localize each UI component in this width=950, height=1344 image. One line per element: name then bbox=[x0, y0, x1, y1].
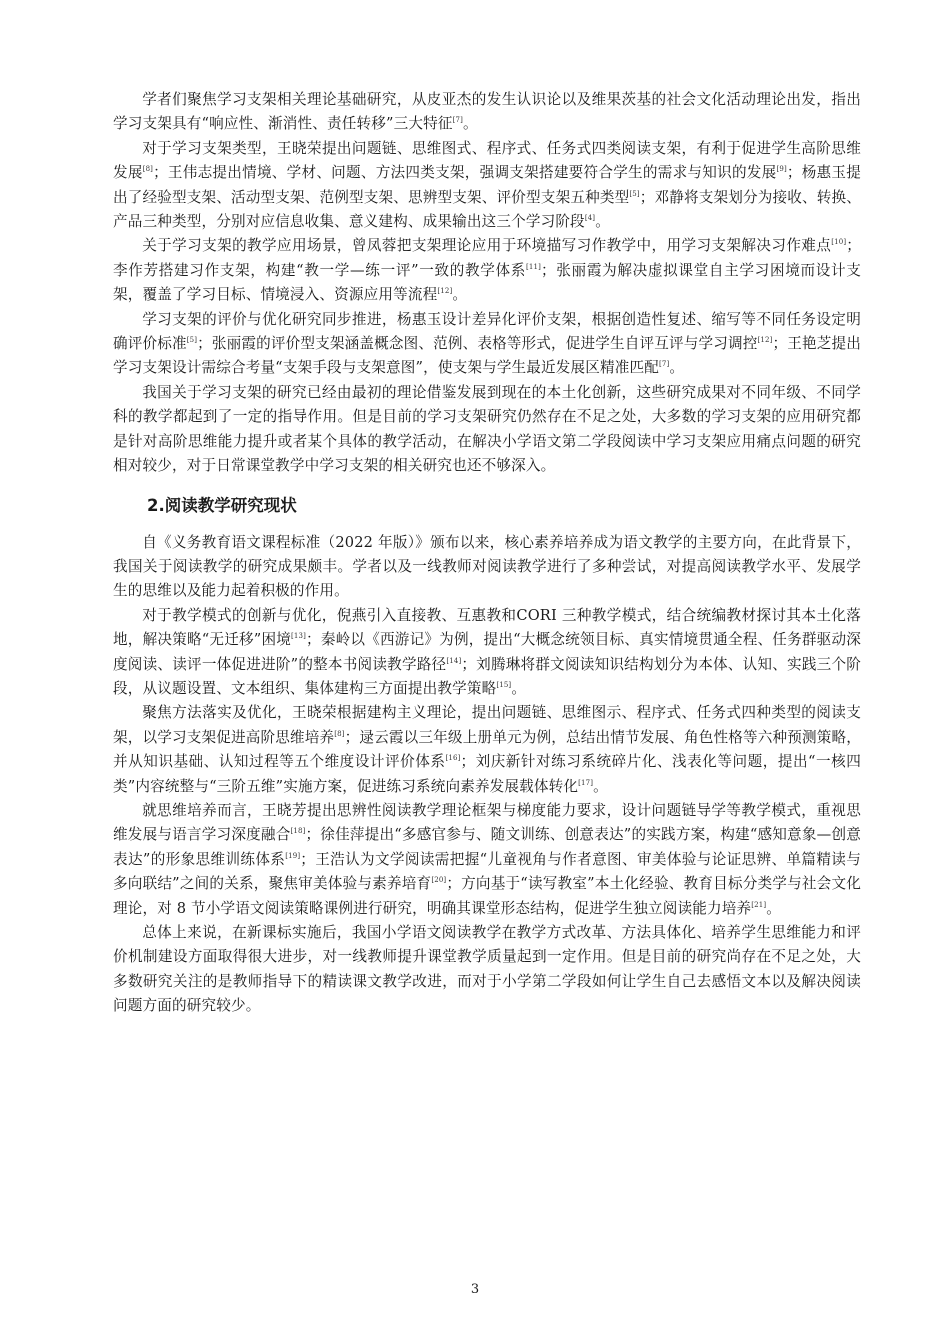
citation-ref: [17] bbox=[578, 778, 594, 787]
paragraph-text: ；杨惠玉提出了经验型支架、活动型支架、范例型支架、思辨型支架、评价型支架五种类型 bbox=[113, 164, 861, 206]
paragraph-text: ；王艳芝提出学习支架设计需综合考量“支架手段与支架意图”，使支架与学生最近发展区精准匹配 bbox=[113, 335, 861, 377]
body-paragraph bbox=[113, 381, 861, 479]
body-paragraph bbox=[113, 308, 861, 381]
citation-ref: [9] bbox=[776, 165, 787, 174]
paragraph-text: 。 bbox=[669, 359, 685, 377]
paragraph-text: 学者们聚焦学习支架相关理论基础研究，从皮亚杰的发生认识论以及维果茨基的社会文化活动理论出发，指出学习支架具有“响应性、渐消性、责任转移”三大特征 bbox=[113, 91, 861, 133]
paragraph-text: 。 bbox=[511, 679, 527, 697]
citation-ref: [14] bbox=[446, 656, 462, 665]
paragraph-text: ；李作芳搭建习作支架，构建“教一学—练一评”一致的教学体系 bbox=[113, 237, 861, 279]
paragraph-text: ；秦岭以《西游记》为例，提出“大概念统领目标、真实情境贯通全程、任务群驱动深度阅读、读评一体促进进阶”的整本书阅读教学路径 bbox=[113, 631, 861, 673]
body-paragraph bbox=[113, 137, 861, 235]
paragraph-text: 。 bbox=[462, 115, 478, 133]
paragraph-text: 。 bbox=[452, 286, 468, 304]
body-paragraph bbox=[113, 701, 861, 799]
page-number: 3 bbox=[470, 1282, 480, 1297]
paragraph-text: 就思维培养而言，王晓芳提出思辨性阅读教学理论框架与梯度能力要求，设计问题链导学等教学模式，重视思维发展与语言学习深度融合 bbox=[113, 801, 861, 844]
document-body bbox=[113, 88, 861, 1019]
citation-ref: [8] bbox=[334, 729, 345, 738]
citation-ref: [8] bbox=[142, 165, 154, 174]
paragraph-text: 关于学习支架的教学应用场景，曾凤蓉把支架理论应用于环境描写习作教学中，用学习支架解决习作难点 bbox=[142, 237, 832, 255]
citation-ref: [7] bbox=[452, 116, 463, 125]
section-heading: 2.阅读教学研究现状 bbox=[147, 495, 297, 515]
body-paragraph bbox=[113, 234, 861, 307]
citation-ref: [5] bbox=[186, 336, 198, 345]
paragraph-text: ；张丽霞的评价型支架涵盖概念图、范例、表格等形式，促进学生自评互评与学习调控 bbox=[197, 335, 758, 353]
body-paragraph bbox=[113, 88, 861, 137]
paragraph-text: ；刘腾琳将群文阅读知识结构划分为本体、认知、实践三个阶段，从议题设置、文本组织、集体建构三方面提出教学策略 bbox=[113, 655, 861, 697]
paragraph-text: ；王伟志提出情境、学材、问题、方法四类支架，强调支架搭建要符合学生的需求与知识的发展 bbox=[153, 164, 777, 182]
paragraph-text: ；徐佳萍提出“多感官参与、随文训练、创意表达”的实践方案，构建“感知意象—创意表达”的形象思维训练体系 bbox=[113, 826, 861, 868]
citation-ref: [12] bbox=[757, 336, 773, 345]
paragraph-text: ；逯云霞以三年级上册单元为例，总结出情节发展、角色性格等六种预测策略，并从知识基础、认知过程等五个维度设计评价体系 bbox=[113, 728, 861, 771]
paragraph-text: ；刘庆新针对练习系统碎片化、浅表化等问题，提出“一核四类”内容统整与“三阶五维”实施方案，促进练习系统向素养发展载体转化 bbox=[113, 753, 862, 795]
paragraph-text: 我国关于学习支架的研究已经由最初的理论借鉴发展到现在的本土化创新，这些研究成果对不同年级、不同学科的教学都起到了一定的指导作用。但是目前的学习支架研究仍然存在不足之处，大多数的学习支架的应用研究都是针对高阶思维能力提升或者某个具体的教学活动，在解决小学语文第二学段阅读中学习支架应用痛点问题的研究相对较少，对于日常课堂教学中学习支架的相关研究也还不够深入。 bbox=[113, 383, 861, 475]
paragraph-text: ；方向基于“读写教室”本土化经验、教育目标分类学与社会文化理论，对 8 节小学语文阅读策略课例进行研究，明确其课堂形态结构，促进学生独立阅读能力培养 bbox=[113, 875, 862, 917]
citation-ref: [5] bbox=[629, 189, 640, 198]
paragraph-text: ；邓静将支架划分为接收、转换、产品三种类型，分别对应信息收集、意义建构、成果输出这三个学习阶段 bbox=[113, 188, 861, 231]
paragraph-text: 。 bbox=[595, 213, 610, 231]
paragraph-text: 总体上来说，在新课标实施后，我国小学语文阅读教学在教学方式改革、方法具体化、培养学生思维能力和评价机制建设方面取得很大进步，对一线教师提升课堂教学质量起到一定作用。但是目前的研究尚存在不足之处，大多数研究关注的是教师指导下的精读课文教学改进，而对于小学第二学段如何让学生自己去感悟文本以及解决阅读问题方面的研究较少。 bbox=[113, 924, 861, 1015]
body-paragraph bbox=[113, 604, 861, 702]
citation-ref: [19] bbox=[285, 851, 301, 860]
paragraph-text: 。 bbox=[766, 899, 781, 917]
paragraph-text: 聚焦方法落实及优化，王晓荣根据建构主义理论，提出问题链、思维图示、程序式、任务式四种类型的阅读支架，以学习支架促进高阶思维培养 bbox=[113, 704, 861, 746]
paragraph-text: ；王浩认为文学阅读需把握“儿童视角与作者意图、审美体验与论证思辨、单篇精读与多向联结”之间的关系，聚焦审美体验与素养培育 bbox=[113, 850, 861, 893]
citation-ref: [18] bbox=[290, 827, 306, 836]
paragraph-text: ；张丽霞为解决虚拟课堂自主学习困境而设计支架，覆盖了学习目标、情境浸入、资源应用等流程 bbox=[113, 261, 861, 304]
citation-ref: [15] bbox=[496, 680, 512, 689]
citation-ref: [7] bbox=[659, 360, 670, 369]
citation-ref: [4] bbox=[584, 214, 596, 223]
citation-ref: [21] bbox=[751, 900, 767, 909]
citation-ref: [20] bbox=[431, 876, 447, 885]
paragraph-text: 自《义务教育语文课程标准（2022 年版）》颁布以来，核心素养培养成为语文教学的主要方向，在此背景下，我国关于阅读教学的研究成果颇丰。学者以及一线教师对阅读教学进行了多种尝试，对提高阅读教学水平、发展学生的思维以及能力起着积极的作用。 bbox=[113, 533, 861, 600]
paragraph-text: 对于学习支架类型，王晓荣提出问题链、思维图式、程序式、任务式四类阅读支架，有利于促进学生高阶思维发展 bbox=[113, 139, 861, 182]
citation-ref: [10] bbox=[831, 238, 847, 247]
citation-ref: [13] bbox=[291, 632, 307, 641]
body-paragraph bbox=[113, 531, 861, 604]
section-reading-teaching bbox=[113, 531, 861, 1019]
section-learning-scaffold bbox=[113, 88, 861, 479]
body-paragraph bbox=[113, 921, 861, 1019]
citation-ref: [16] bbox=[445, 754, 461, 763]
paragraph-text: 。 bbox=[593, 777, 608, 795]
paragraph-text: 对于教学模式的创新与优化，倪燕引入直接教、互惠教和CORI 三种教学模式，结合统编教材探讨其本土化落地，解决策略“无迁移”困境 bbox=[113, 606, 861, 649]
body-paragraph bbox=[113, 799, 861, 921]
citation-ref: [12] bbox=[437, 287, 453, 296]
citation-ref: [11] bbox=[526, 262, 542, 271]
paragraph-text: 学习支架的评价与优化研究同步推进，杨惠玉设计差异化评价支架，根据创造性复述、缩写等不同任务设定明确评价标准 bbox=[113, 310, 861, 353]
